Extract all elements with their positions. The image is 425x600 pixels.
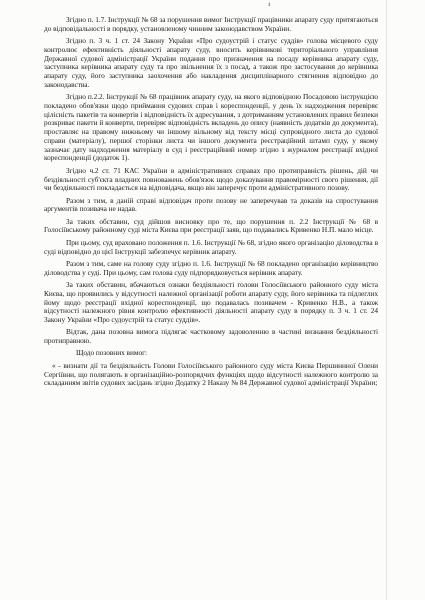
paragraph-10: Відтак, дана позовна вимога підлягає частковому задоволенню в частині визнання бездіяльності протиправною.: [44, 327, 378, 346]
paragraph-7: При цьому, суд враховано положення п. 1.6. Інструкції № 68, згідно якого організацію діловодства в суді відповідно до цієї Інструкції забезпечує керівник апарату.: [44, 237, 378, 256]
paragraph-6: За таких обставин, суд дійшов висновку про те, що порушення п. 2.2 Інструкції № 68 в Голосіївському районному суді міста Києва при реєстрації заяв, що подавались Кривенко Н.П. мало місце.: [44, 216, 378, 235]
paragraph-1: Згідно п. 1.7. Інструкції № 68 за порушення вимог Інструкції працівники апарату суду притягаються до відповідальності в порядку, установленому чинним законодавством України.: [44, 15, 378, 33]
paragraph-2: Згідно п. 3 ч. 1 ст. 24 Закону України «Про судоустрій і статус суддів» голова місцевого суду контролює ефективність діяльності апарату суду, вносить керівникові територіального управління Державної судової адміністрації України подання про призначення на посаду керівника апарату суду, заступника керівника апарату суду та про звільнення їх з посад, а також про застосування до керівника апарату суду, його заступника заохочення або накладення дисциплінарного стягнення відповідно до законодавства.: [44, 36, 378, 89]
paragraph-9: За таких обставин, вбачаються ознаки бездіяльності голови Голосіївського районного суду міста Києва, що проявились у відсутності належної організації роботи апарату суду, його керівника та підлеглих йому щодо реєстрації вхідної кореспонденції, що подавалась позивачем - Кривенко Н.В., а також відсутності належного рівня контролю ефективності діяльності апарату суду в порядку п. 3 ч. 1 ст. 24 Закону України «Про судоустрій та статус суддів».: [44, 280, 378, 324]
paragraph-3: Згідно п.2.2. Інструкції № 68 працівник апарату суду, на якого відповідною Посадовою інструкцією покладено обов'язки щодо приймання судових справ і кореспонденції, у день їх надходження перевіряє цілісність пакетів та конвертів і відповідність їх адресування, з дотриманням установлених правил безпеки розкриває пакети й конверти, перевіряє відповідність вкладень до опису (наявність додатків до документа), проставляє на правому нижньому чи іншому вільному від тексту місці супровідного листа до судової справи (матеріалу), першої сторінки листа чи іншого документа реєстраційний штамп суду, у якому зазначає дату надходження матеріалу в суд і реєстраційний номер згідно з журналом реєстрації вхідної кореспонденції (додаток 1).: [44, 92, 378, 163]
page-number: 4: [268, 3, 271, 8]
adjacent-page-edge: [386, 0, 387, 600]
paragraph-4: Згідно ч.2 ст. 71 КАС України в адміністративних справах про протиправність рішень, дій чи бездіяльності суб'єкта владних повноважень обов'язок щодо доказування правомірності свого рішення, дії чи бездіяльності покладається на відповідача, якщо він заперечує проти адміністративного позову.: [44, 165, 378, 193]
section-heading: Щодо позовних вимог:: [76, 348, 148, 358]
paragraph-5: Разом з тим, в даній справі відповідач проти позову не заперечував та доказів на спростування аргументів позивача не надав.: [44, 195, 378, 214]
paragraph-quote: « - визнати дії та бездіяльність Голови Голосіївського районного суду міста Києва Першиннної Олени Сергіївни, що полягають в організаційно-розпорядчих функціях щодо відсутності належного контролю за складанням звітів судових засідань згідно Додатку 2 Наказу № 84 Державної судової адміністрації України;: [44, 360, 378, 388]
document-body: [44, 16, 378, 388]
paragraph-8: Разом з тим, саме на голову суду згідно п. 1.6. Інструкції № 68 покладено організацію керівництво діловодства у суді. При цьому, сам голова суду підпорядковується керівник апарату.: [44, 258, 378, 277]
